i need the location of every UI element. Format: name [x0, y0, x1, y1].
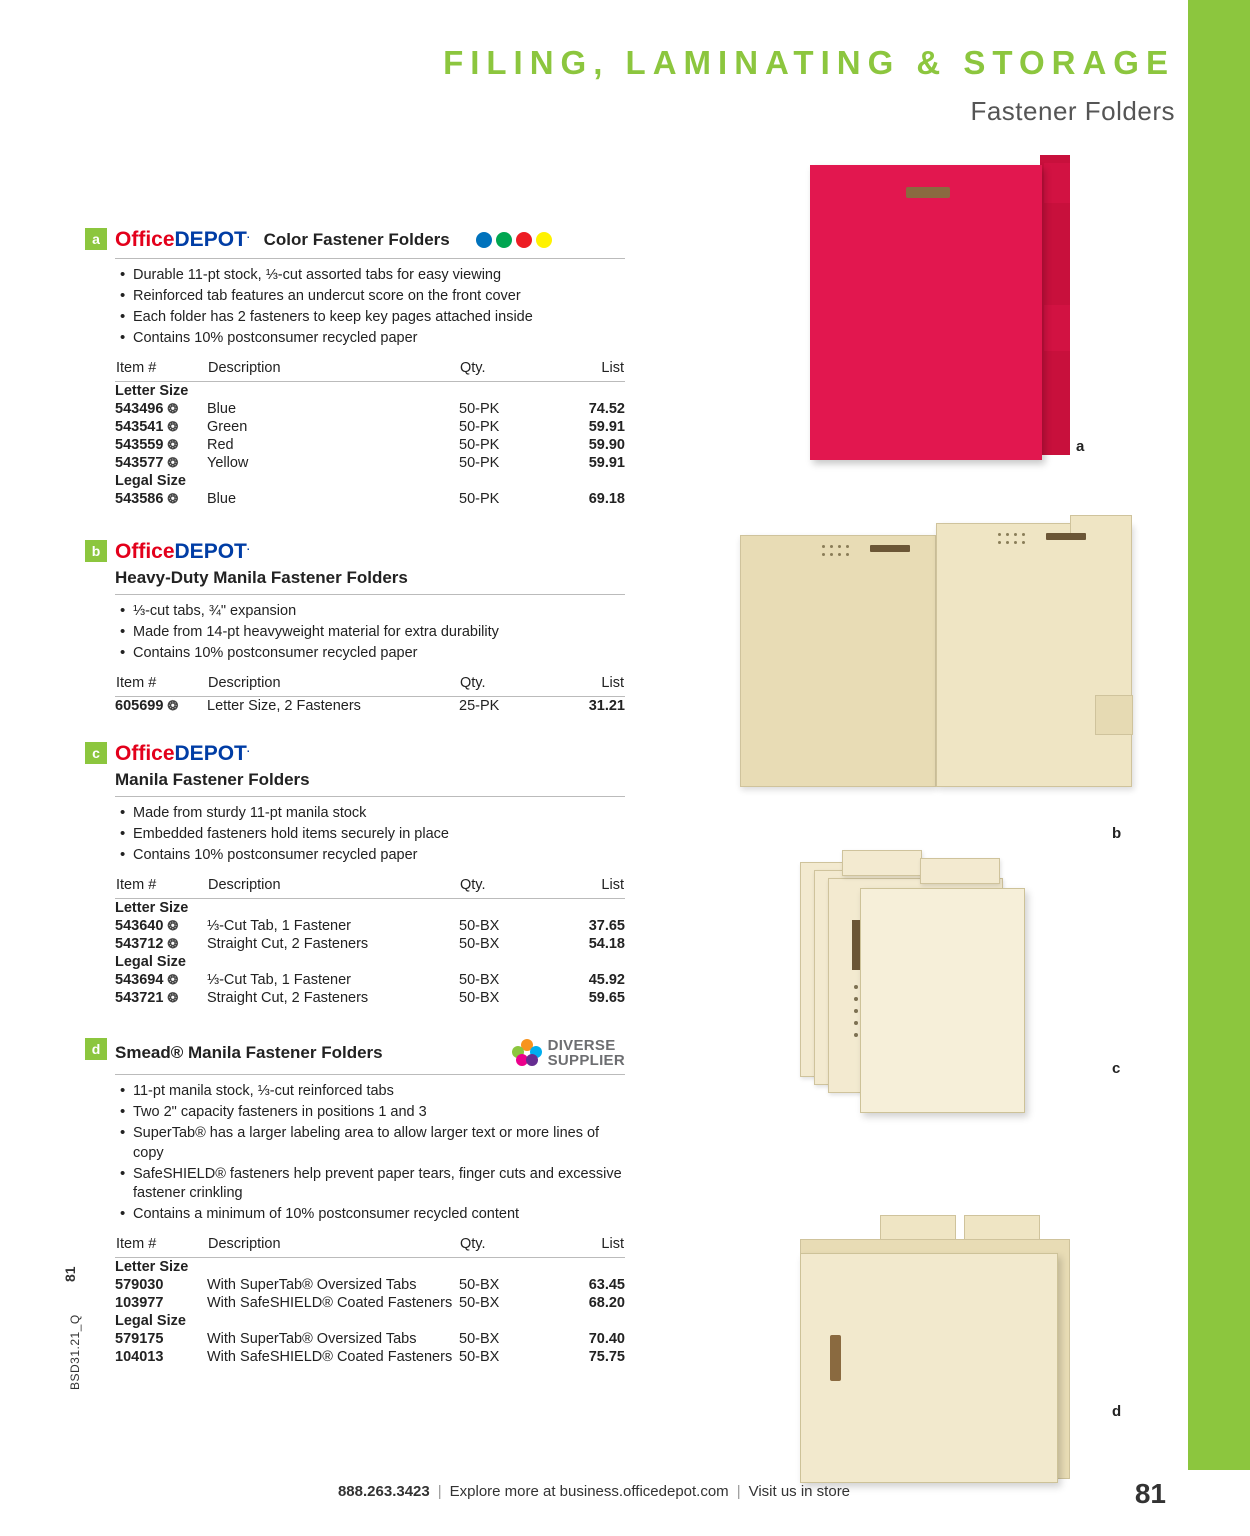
diverse-supplier-text [548, 1038, 625, 1068]
logo-office-text: Office [115, 228, 175, 251]
page-subtitle: Fastener Folders [970, 96, 1175, 126]
item-table-a [115, 359, 625, 508]
recycled-icon: ❂ [167, 989, 179, 1005]
feature-item: • Contains 10% postconsumer recycled paper [133, 329, 625, 349]
folder-tab [880, 1215, 956, 1241]
col-description: Description [208, 674, 281, 691]
product-image-b [740, 515, 1140, 805]
item-number: 104013 [115, 1348, 164, 1365]
table-row [115, 989, 625, 1007]
table-row [115, 1348, 625, 1366]
item-qty: 50-PK [459, 400, 500, 417]
item-number: 543577 [115, 454, 164, 471]
footer-separator: | [437, 1483, 442, 1500]
product-title-a: Color Fastener Folders [263, 230, 450, 249]
product-title-b: Heavy-Duty Manila Fastener Folders [115, 568, 408, 587]
item-description: Blue [207, 400, 237, 417]
folder-tab [1044, 163, 1070, 203]
item-description: With SafeSHIELD® Coated Fasteners [207, 1348, 453, 1365]
hole-punches [998, 541, 1025, 544]
swatch-red [516, 232, 532, 248]
hole-punches [998, 533, 1025, 536]
feature-item: • Contains 10% postconsumer recycled paper [133, 644, 625, 664]
item-qty: 50-BX [459, 917, 500, 934]
item-number: 543712 [115, 935, 164, 952]
recycled-icon: ❂ [167, 454, 179, 470]
right-green-bar [1188, 0, 1250, 1470]
table-header-row [115, 876, 625, 896]
item-number: 543694 [115, 971, 164, 988]
page-number: 81 [1134, 1478, 1166, 1509]
table-row [115, 400, 625, 418]
size-label: Legal Size [115, 472, 186, 489]
item-price: 68.20 [588, 1294, 625, 1311]
feature-item: • Embedded fasteners hold items securely in place [133, 825, 625, 845]
divider [115, 594, 625, 595]
logo-registered-mark: . [246, 542, 250, 553]
recycled-icon: ❂ [167, 917, 179, 933]
footer-store: Visit us in store [748, 1483, 851, 1500]
figure-label-d: d [1112, 1403, 1122, 1420]
item-price: 69.18 [588, 490, 625, 507]
recycled-icon: ❂ [167, 400, 179, 416]
folder-front-panel [810, 165, 1042, 460]
brand-row-a [115, 228, 625, 252]
side-page-number: 81 [62, 1266, 78, 1282]
folder-left-panel [740, 535, 936, 787]
col-list: List [601, 876, 624, 893]
item-qty: 50-BX [459, 1330, 500, 1347]
footer-explore: Explore more at business.officedepot.com [449, 1483, 729, 1500]
color-swatches-a [476, 232, 552, 248]
item-price: 59.91 [588, 454, 625, 471]
folder-tab [1095, 695, 1133, 735]
col-list: List [601, 359, 624, 376]
fastener [906, 187, 950, 198]
logo-registered-mark: . [246, 230, 250, 241]
col-qty: Qty. [460, 674, 486, 691]
size-header-row [115, 898, 625, 917]
hole-punches [822, 545, 849, 548]
item-qty: 50-BX [459, 971, 500, 988]
item-price: 45.92 [588, 971, 625, 988]
item-price: 74.52 [588, 400, 625, 417]
size-header-row [115, 381, 625, 400]
folder-tab [964, 1215, 1040, 1241]
table-row [115, 436, 625, 454]
item-number: 103977 [115, 1294, 164, 1311]
block-badge-c: c [85, 742, 107, 764]
feature-item: • Contains 10% postconsumer recycled paper [133, 846, 625, 866]
item-description: With SuperTab® Oversized Tabs [207, 1330, 417, 1347]
item-qty: 50-PK [459, 436, 500, 453]
product-block-a [85, 228, 625, 518]
recycled-icon: ❂ [167, 490, 179, 506]
office-depot-logo [115, 540, 250, 564]
divider [115, 1074, 625, 1075]
item-description: Straight Cut, 2 Fasteners [207, 989, 369, 1006]
product-block-c [85, 742, 625, 1012]
item-number: 543586 [115, 490, 164, 507]
col-qty: Qty. [460, 876, 486, 893]
item-number: 579030 [115, 1276, 164, 1293]
item-qty: 50-BX [459, 1348, 500, 1365]
folder-tab [920, 858, 1000, 884]
size-label: Letter Size [115, 1258, 189, 1275]
table-row [115, 696, 625, 715]
item-qty: 25-PK [459, 697, 500, 714]
item-qty: 50-PK [459, 418, 500, 435]
brand-row-b [115, 540, 625, 564]
feature-item: • Two 2" capacity fasteners in positions 1 and 3 [133, 1103, 625, 1123]
table-row [115, 917, 625, 935]
logo-depot-text: DEPOT [174, 742, 247, 765]
recycled-icon: ❂ [167, 935, 179, 951]
feature-item: • SuperTab® has a larger labeling area to allow larger text or more lines of copy [133, 1124, 625, 1163]
size-label: Legal Size [115, 953, 186, 970]
table-row [115, 454, 625, 472]
fastener [1046, 533, 1086, 540]
col-list: List [601, 1235, 624, 1252]
item-price: 59.91 [588, 418, 625, 435]
item-price: 63.45 [588, 1276, 625, 1293]
size-label: Letter Size [115, 899, 189, 916]
table-row [115, 1276, 625, 1294]
divider [115, 258, 625, 259]
col-description: Description [208, 1235, 281, 1252]
item-description: Yellow [207, 454, 249, 471]
figure-label-b: b [1112, 825, 1122, 842]
col-description: Description [208, 876, 281, 893]
table-row [115, 971, 625, 989]
brand-row-c [115, 742, 625, 766]
office-depot-logo [115, 742, 250, 766]
product-image-a [810, 155, 1070, 460]
product-image-c [800, 840, 1100, 1120]
folder-front-panel [860, 888, 1025, 1113]
item-price: 37.65 [588, 917, 625, 934]
product-listings [85, 228, 625, 1376]
folder-right-panel [936, 523, 1132, 787]
item-number: 543721 [115, 989, 164, 1006]
logo-depot-text: DEPOT [174, 228, 247, 251]
logo-depot-text: DEPOT [174, 540, 247, 563]
item-qty: 50-BX [459, 1276, 500, 1293]
feature-list-b [115, 602, 625, 664]
item-number: 543496 [115, 400, 164, 417]
feature-item: • SafeSHIELD® fasteners help prevent paper tears, finger cuts and excessive fastener crinkling [133, 1165, 625, 1204]
feature-list-a [115, 266, 625, 349]
divider [115, 796, 625, 797]
hole-punches [854, 985, 858, 1045]
item-qty: 50-PK [459, 490, 500, 507]
page-title: FILING, LAMINATING & STORAGE [443, 44, 1175, 81]
page-header [0, 44, 1175, 127]
swatch-yellow [536, 232, 552, 248]
table-row [115, 935, 625, 953]
feature-item: • Made from 14-pt heavyweight material for extra durability [133, 623, 625, 643]
item-description: Letter Size, 2 Fasteners [207, 697, 361, 714]
recycled-icon: ❂ [167, 697, 179, 713]
size-header-row [115, 472, 625, 490]
table-header-row [115, 359, 625, 379]
folder-tab [1044, 305, 1070, 351]
feature-list-d [115, 1082, 625, 1225]
footer-separator: | [736, 1483, 741, 1500]
item-table-c [115, 876, 625, 1007]
logo-office-text: Office [115, 540, 175, 563]
col-item: Item # [116, 876, 157, 893]
logo-office-text: Office [115, 742, 175, 765]
item-qty: 50-PK [459, 454, 500, 471]
size-header-row [115, 1257, 625, 1276]
fastener [830, 1335, 841, 1381]
product-block-b [85, 540, 625, 720]
col-item: Item # [116, 359, 157, 376]
table-row [115, 1330, 625, 1348]
block-badge-d: d [85, 1038, 107, 1060]
col-qty: Qty. [460, 359, 486, 376]
item-description: Red [207, 436, 234, 453]
item-description: Green [207, 418, 248, 435]
item-price: 54.18 [588, 935, 625, 952]
recycled-icon: ❂ [167, 436, 179, 452]
feature-item: • ⅓-cut tabs, ¾" expansion [133, 602, 625, 622]
item-number: 543559 [115, 436, 164, 453]
fastener [870, 545, 910, 552]
item-qty: 50-BX [459, 1294, 500, 1311]
item-description: ⅓-Cut Tab, 1 Fastener [207, 917, 352, 934]
item-number: 543640 [115, 917, 164, 934]
diverse-supplier-logo [512, 1038, 625, 1068]
office-depot-logo [115, 228, 250, 252]
side-catalog-code: BSD31.21_Q [68, 1314, 82, 1390]
folder-tab [842, 850, 922, 876]
product-images [700, 140, 1180, 1440]
product-image-d [800, 1205, 1100, 1495]
product-block-d [85, 1038, 625, 1366]
item-qty: 50-BX [459, 935, 500, 952]
item-description: Straight Cut, 2 Fasteners [207, 935, 369, 952]
col-item: Item # [116, 1235, 157, 1252]
item-number: 543541 [115, 418, 164, 435]
item-price: 31.21 [588, 697, 625, 714]
col-list: List [601, 674, 624, 691]
logo-registered-mark: . [246, 744, 250, 755]
size-header-row [115, 953, 625, 971]
product-title-c: Manila Fastener Folders [115, 770, 310, 789]
table-header-row [115, 1235, 625, 1255]
block-badge-b: b [85, 540, 107, 562]
table-row [115, 1294, 625, 1312]
brand-row-d [115, 1038, 625, 1068]
ds-line2: SUPPLIER [547, 1052, 625, 1069]
size-header-row [115, 1312, 625, 1330]
table-row [115, 490, 625, 508]
item-price: 75.75 [588, 1348, 625, 1365]
ds-line1: DIVERSE [547, 1037, 616, 1054]
flower-icon [512, 1039, 542, 1067]
product-title-d: Smead® Manila Fastener Folders [115, 1043, 383, 1062]
recycled-icon: ❂ [167, 418, 179, 434]
item-number: 579175 [115, 1330, 164, 1347]
feature-item: • Durable 11-pt stock, ⅓-cut assorted tabs for easy viewing [133, 266, 625, 286]
item-table-d [115, 1235, 625, 1366]
swatch-green [496, 232, 512, 248]
table-row [115, 418, 625, 436]
col-qty: Qty. [460, 1235, 486, 1252]
feature-item: • 11-pt manila stock, ⅓-cut reinforced tabs [133, 1082, 625, 1102]
feature-item: • Reinforced tab features an undercut score on the front cover [133, 287, 625, 307]
item-number: 605699 [115, 697, 164, 714]
item-table-b [115, 674, 625, 715]
item-description: With SafeSHIELD® Coated Fasteners [207, 1294, 453, 1311]
feature-list-c [115, 804, 625, 866]
item-description: With SuperTab® Oversized Tabs [207, 1276, 417, 1293]
feature-item: • Made from sturdy 11-pt manila stock [133, 804, 625, 824]
figure-label-c: c [1112, 1060, 1121, 1077]
item-price: 70.40 [588, 1330, 625, 1347]
page-footer [0, 1483, 1188, 1500]
table-header-row [115, 674, 625, 694]
footer-phone: 888.263.3423 [337, 1483, 430, 1500]
swatch-blue [476, 232, 492, 248]
fastener [852, 920, 860, 970]
figure-label-a: a [1076, 438, 1085, 455]
col-item: Item # [116, 674, 157, 691]
size-label: Legal Size [115, 1312, 186, 1329]
col-description: Description [208, 359, 281, 376]
item-description: ⅓-Cut Tab, 1 Fastener [207, 971, 352, 988]
item-price: 59.90 [588, 436, 625, 453]
size-label: Letter Size [115, 382, 189, 399]
hole-punches [822, 553, 849, 556]
feature-item: • Contains a minimum of 10% postconsumer recycled content [133, 1205, 625, 1225]
block-badge-a: a [85, 228, 107, 250]
item-price: 59.65 [588, 989, 625, 1006]
item-description: Blue [207, 490, 237, 507]
recycled-icon: ❂ [167, 971, 179, 987]
item-qty: 50-BX [459, 989, 500, 1006]
feature-item: • Each folder has 2 fasteners to keep key pages attached inside [133, 308, 625, 328]
